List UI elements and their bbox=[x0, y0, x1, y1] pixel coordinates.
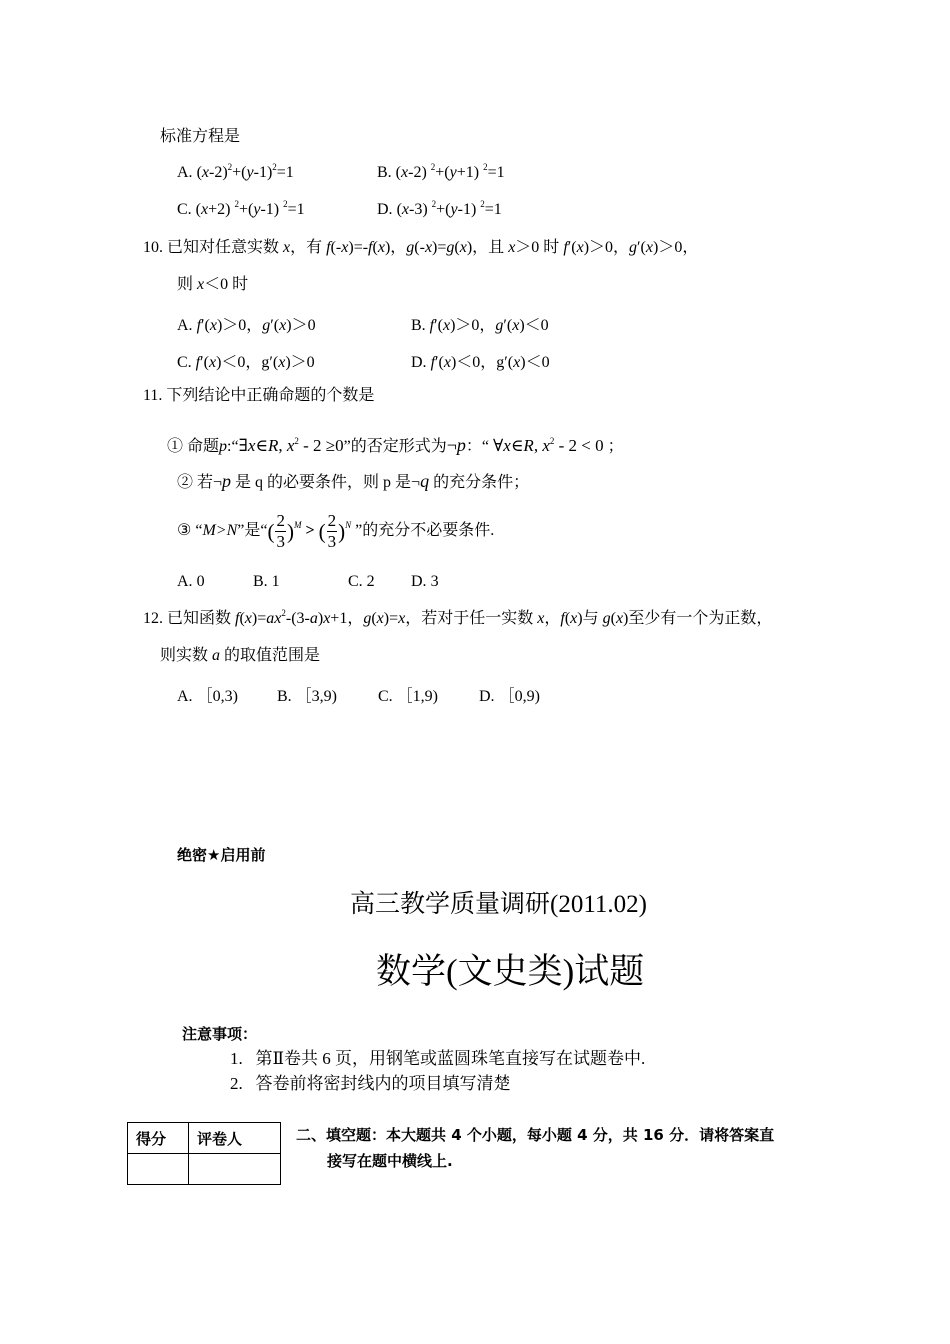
q11-option-b[interactable]: B. 1 bbox=[253, 573, 280, 590]
q9-option-b[interactable]: B. (x-2) $^2$+(y+1) $^2$=1 bbox=[377, 162, 505, 181]
q10-option-d[interactable]: D. f′(x)＜0，g′(x)＜0 bbox=[411, 354, 550, 371]
q11-statement-1: ① 命题p:“∃x∈R, $x^2 - 2 \ge 0$”的否定形式为¬p：“ ∀x∈R, $x^2 - 2 < 0$ ； bbox=[167, 435, 624, 455]
exam-title: 高三教学质量调研(2011.02) bbox=[350, 891, 647, 918]
q12-option-b[interactable]: B. ［3,9) bbox=[277, 688, 338, 705]
q11-option-c[interactable]: C. 2 bbox=[348, 573, 375, 590]
q9-option-d[interactable]: D. (x-3) $^2$+(y-1) $^2$=1 bbox=[377, 199, 502, 218]
score-header: 得分 bbox=[128, 1123, 189, 1154]
q12-option-d[interactable]: D. ［0,9) bbox=[479, 688, 540, 705]
q11-option-a[interactable]: A. 0 bbox=[177, 573, 205, 590]
q12-option-a[interactable]: A. ［0,3) bbox=[177, 688, 238, 705]
q12-stem: 12. 已知函数 $f(x)=ax^2-(3-a)x+1$，g(x)=x，若对于任一实数 x，f(x)与 g(x)至少有一个为正数， bbox=[143, 608, 773, 627]
notice-item-1: 1. 第Ⅱ卷共 6 页，用钢笔或蓝圆珠笔直接写在试题卷中. bbox=[230, 1049, 646, 1068]
section2-heading: 二、填空题：本大题共 4 个小题，每小题 4 分，共 16 分．请将答案直 bbox=[296, 1126, 775, 1144]
q9-option-a[interactable]: A. $(x-2)^2+(y-1)^2=1$ bbox=[177, 162, 294, 181]
q10-option-c[interactable]: C. f′(x)＜0，g′(x)＞0 bbox=[177, 354, 315, 371]
q11-option-d[interactable]: D. 3 bbox=[411, 573, 439, 590]
grader-header: 评卷人 bbox=[189, 1123, 281, 1154]
q11-statement-2: ② 若¬p 是 q 的必要条件，则 p 是¬q 的充分条件； bbox=[177, 471, 530, 491]
q9-continuation: 标准方程是 bbox=[160, 128, 241, 145]
q12-option-c[interactable]: C. ［1,9) bbox=[378, 688, 439, 705]
q10-option-a[interactable]: A. f′(x)＞0，g′(x)＞0 bbox=[177, 317, 316, 334]
score-cell[interactable] bbox=[128, 1154, 189, 1185]
notice-heading: 注意事项： bbox=[182, 1025, 258, 1043]
secret-label: 绝密★启用前 bbox=[177, 846, 266, 864]
fraction-2-3: $\frac{2}{3}$ bbox=[276, 511, 285, 551]
notice-item-2: 2. 答卷前将密封线内的项目填写清楚 bbox=[230, 1074, 511, 1093]
section2-heading-2: 接写在题中横线上. bbox=[327, 1152, 453, 1170]
q10-stem: 10. 已知对任意实数 x，有 f(-x)=-f(x)，g(-x)=g(x)，且 x＞0 时 f′(x)＞0，g′(x)＞0， bbox=[143, 239, 699, 256]
q9-option-c[interactable]: C. (x+2) $^2$+(y-1) $^2$=1 bbox=[177, 199, 305, 218]
q12-stem-2: 则实数 a 的取值范围是 bbox=[160, 647, 321, 664]
grader-cell[interactable] bbox=[189, 1154, 281, 1185]
q10-stem-2: 则 x＜0 时 bbox=[177, 276, 249, 293]
fraction-2-3b: $\frac{2}{3}$ bbox=[327, 511, 337, 551]
q10-option-b[interactable]: B. f′(x)＞0，g′(x)＜0 bbox=[411, 317, 549, 334]
subject-title: 数学(文史类)试题 bbox=[376, 952, 645, 991]
q11-stem: 11. 下列结论中正确命题的个数是 bbox=[143, 387, 375, 404]
q11-statement-3: ③ “M>N”是“( $\frac{2}{3}$ )$^M$ > ( $\frac{2}{3}$ )$^N$ ”的充分不必要条件. bbox=[177, 511, 495, 551]
score-table bbox=[127, 1122, 281, 1185]
